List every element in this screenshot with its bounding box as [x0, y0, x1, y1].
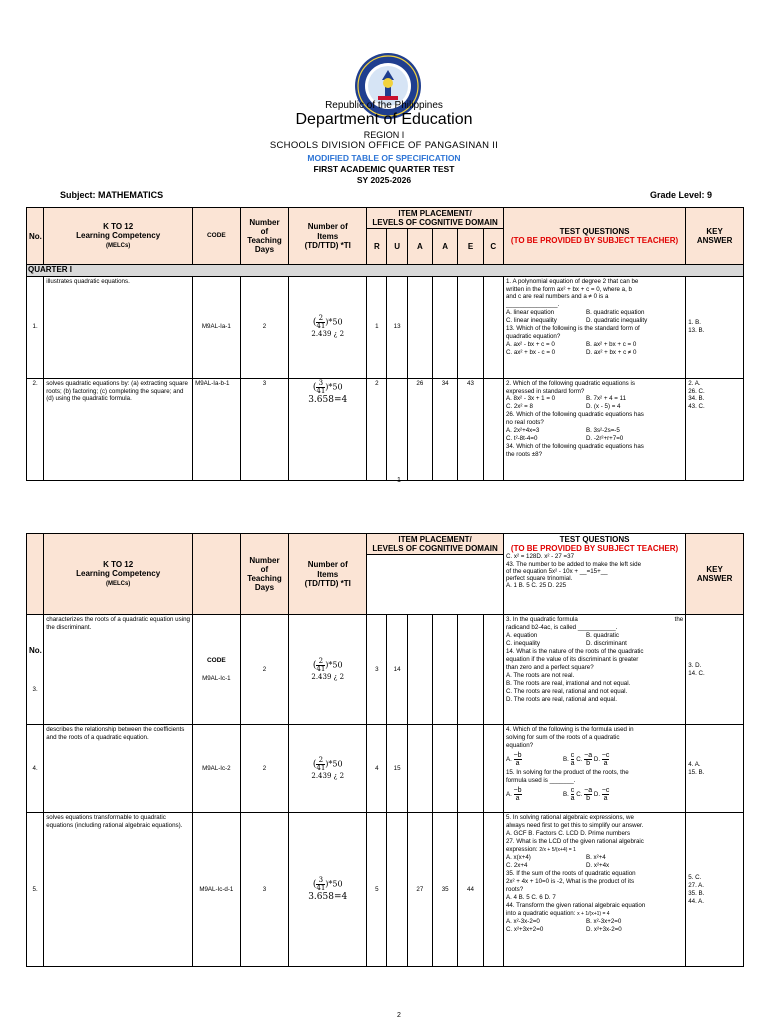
competency-code: CODE M9AL-Ic-1 — [193, 615, 241, 725]
teaching-days: 2 — [240, 725, 289, 813]
level-a2-value — [433, 615, 458, 725]
doc-title: MODIFIED TABLE OF SPECIFICATION — [307, 153, 461, 163]
level-a2-value: 35 — [433, 813, 458, 967]
competency-code: M9AL-Ia-1 — [193, 276, 241, 378]
level-c: C — [483, 229, 503, 265]
row-no: 1. — [27, 276, 44, 378]
level-c-value — [483, 615, 503, 725]
col-competency: K TO 12 Learning Competency (MELCs) — [44, 208, 193, 265]
grade-level-label: Grade Level: 9 — [650, 190, 713, 200]
republic-line: Republic of the Philippines — [325, 100, 443, 111]
items-formula: ( $\frac{3}{41}$ )*50 3.658=4 — [289, 378, 367, 480]
level-c-value — [483, 378, 503, 480]
competency-text: solves quadratic equations by: (a) extracting square roots; (b) factoring; (c) completing the square; and (d) using the quadratic formula. — [44, 378, 193, 480]
test-questions-continued: TEST QUESTIONS (TO BE PROVIDED BY SUBJECT TEACHER) C. x² = 128D. x² - 27 =37 43. The number to be added to make the left side of the equation 5x² - 10x + __=15+__ perfect square trinomial. A. 1 B. 5 C. 25 D. 225 — [503, 534, 685, 615]
key-answer: 4. A. 15. B. — [686, 725, 744, 813]
competency-code: M9AL-Ic-d-1 — [193, 813, 241, 967]
level-a1-value — [407, 725, 432, 813]
region-line: REGION I — [363, 130, 405, 140]
level-blank — [367, 555, 504, 615]
col-competency: K TO 12 Learning Competency (MELCs) — [44, 534, 193, 615]
key-answer: 1. B. 13. B. — [686, 276, 744, 378]
school-year: SY 2025-2026 — [356, 175, 412, 185]
level-e-value — [458, 276, 483, 378]
level-e-value — [458, 615, 483, 725]
teaching-days: 2 — [240, 615, 289, 725]
tos-table-page-1 — [26, 207, 744, 481]
level-a1-value — [407, 276, 432, 378]
col-key-answer: KEY ANSWER — [686, 208, 744, 265]
competency-text: characterizes the roots of a quadratic equation using the discriminant. — [44, 615, 193, 725]
items-formula: ( $\frac{2}{41}$ )*50 2.439 ¿ 2 — [289, 725, 367, 813]
level-a2: A — [433, 229, 458, 265]
col-item-placement: ITEM PLACEMENT/ LEVELS OF COGNITIVE DOMAIN — [367, 208, 504, 229]
level-c-value — [483, 276, 503, 378]
col-number-of-items: Number of Items (TD/TTD) *TI — [289, 208, 367, 265]
col-number-of-items: Number of Items (TD/TTD) *TI — [289, 534, 367, 615]
level-r-value: 1 — [367, 276, 387, 378]
competency-text: describes the relationship between the coefficients and the roots of a quadratic equation. — [44, 725, 193, 813]
division-line: SCHOOLS DIVISION OFFICE OF PANGASINAN II — [269, 140, 499, 151]
items-formula: ( $\frac{3}{41}$ )*50 3.658=4 — [289, 813, 367, 967]
level-a2-value — [433, 725, 458, 813]
competency-text: solves equations transformable to quadratic equations (including rational algebraic equations). — [44, 813, 193, 967]
level-c-value — [483, 813, 503, 967]
page-number: 2 — [397, 1012, 401, 1019]
subject-label: Subject: MATHEMATICS — [60, 190, 164, 200]
key-answer: 2. A. 26. C. 34. B. 43. C. — [686, 378, 744, 480]
col-no: No. — [27, 208, 44, 265]
row-no: 4. — [27, 725, 44, 813]
table-row — [27, 813, 744, 967]
quarter-row: QUARTER I — [27, 265, 744, 276]
col-teaching-days: Number of Teaching Days — [240, 208, 289, 265]
test-name: FIRST ACADEMIC QUARTER TEST — [313, 164, 455, 174]
level-u: U — [387, 229, 407, 265]
level-r: R — [367, 229, 387, 265]
table-row — [27, 615, 744, 725]
row-no: No. 3. — [27, 615, 44, 725]
competency-code: M9AL-Ia-b-1 — [193, 378, 241, 480]
competency-code: M9AL-Ic-2 — [193, 725, 241, 813]
key-answer: 3. D. 14. C. — [686, 615, 744, 725]
level-r-value: 3 — [367, 615, 387, 725]
level-a2-value: 34 — [433, 378, 458, 480]
department-title: Department of Education — [295, 111, 473, 128]
level-a1-value — [407, 615, 432, 725]
test-questions: 5. In solving rational algebraic expressions, we always need first to get this to simplify our answer. A. GCF B. Factors C. LCD D. Prime numbers 27. What is the LCD of the given rational algebraic expression: 2/x + 5/(x+4) = 1 A. x(x+4) B. x²+4 C. 2x+4 D. x²+4x 35. If the sum of the roots of quadratic equation 2x² + 4x + 10=0 is -2, What is the product of its roots? A. 4 B. 5 C. 6 D. 7 44. Transform the given rational algebraic equation into a quadratic equation: x + 1/(x+1) = 4 A. x²-3x-2=0 B. x²-3x+2=0 C. x²+3x+2=0 D. x²+3x-2=0 — [503, 813, 685, 967]
level-u-value — [387, 378, 407, 480]
key-answer: 5. C. 27. A. 35. B. 44. A. — [686, 813, 744, 967]
level-u-value: 13 — [387, 276, 407, 378]
level-e-value: 43 — [458, 378, 483, 480]
col-code: CODE — [193, 208, 241, 265]
level-u-value: 14 — [387, 615, 407, 725]
teaching-days: 3 — [240, 813, 289, 967]
col-code — [193, 534, 241, 615]
col-teaching-days: Number of Teaching Days — [240, 534, 289, 615]
level-e: E — [458, 229, 483, 265]
teaching-days: 2 — [240, 276, 289, 378]
level-u-value: 15 — [387, 725, 407, 813]
items-formula: ( $\frac{2}{41}$ )*50 2.439 ¿ 2 — [289, 615, 367, 725]
level-r-value: 4 — [367, 725, 387, 813]
row-no: 2. — [27, 378, 44, 480]
row-no: 5. — [27, 813, 44, 967]
test-questions: 4. Which of the following is the formula used in solving for sum of the roots of a quadratic equation? A. $\frac{-b}{a}$ B. $\frac{c}{a}$ C. $\frac{-a}{b}$ D. $\frac{-c}{a}$ 15. In solving for the product of the roots, the formula used is _______. A. $\frac{-b}{a}$ B. $\frac{c}{a}$ C. $\frac{-a}{b}$ D. $\frac{-c}{a}$ — [503, 725, 685, 813]
table-row — [27, 725, 744, 813]
level-a1-value: 26 — [407, 378, 432, 480]
col-test-questions: TEST QUESTIONS (TO BE PROVIDED BY SUBJECT TEACHER) — [503, 208, 685, 265]
table-row — [27, 276, 744, 378]
page-number: 1 — [397, 477, 401, 484]
items-formula: ( $\frac{2}{41}$ )*50 2.439 ¿ 2 — [289, 276, 367, 378]
table-row — [27, 378, 744, 480]
level-e-value: 44 — [458, 813, 483, 967]
level-r-value: 5 — [367, 813, 387, 967]
col-no — [27, 534, 44, 615]
level-c-value — [483, 725, 503, 813]
col-item-placement: ITEM PLACEMENT/ LEVELS OF COGNITIVE DOMAIN — [367, 534, 504, 555]
level-u-value — [387, 813, 407, 967]
tos-table-page-2 — [26, 533, 744, 967]
level-e-value — [458, 725, 483, 813]
level-a1-value: 27 — [407, 813, 432, 967]
col-key-answer: KEY ANSWER — [686, 534, 744, 615]
teaching-days: 3 — [240, 378, 289, 480]
competency-text: illustrates quadratic equations. — [44, 276, 193, 378]
level-a1: A — [407, 229, 432, 265]
test-questions: 2. Which of the following quadratic equations is expressed in standard form? A. 8x² - 3x + 1 = 0 B. 7x² + 4 = 11 C. 2x² = 8 D. (x - 5) = 4 26. Which of the following quadratic equations has no real roots? A. 2x²+4x=3 B. 3s²-2s=-5 C. t²-8t-4=0 D. -2r²+r+7=0 34. Which of the following quadratic equations has the roots ±8? — [503, 378, 685, 480]
test-questions: 3. In the quadratic formula the radicand b2-4ac, is called ___________. A. equation B. quadratic C. inequality D. discriminant 14. What is the nature of the roots of the quadratic equation if the value of its discriminant is greater than zero and a perfect square? A. The roots are not real. B. The roots are real, irrational and not equal. C. The roots are real, rational and not equal. D. The roots are real, rational and equal. — [503, 615, 685, 725]
level-r-value: 2 — [367, 378, 387, 480]
test-questions: 1. A polynomial equation of degree 2 that can be written in the form ax² + bx + c = 0, where a, b and c are real numbers and a ≠ 0 is a _______________. A. linear equation B. quadratic equation C. linear inequality D. quadratic inequality 13. Which of the following is the standard form of quadratic equation? A. ax² - bx + c = 0 B. ax² + bx + c = 0 C. ax² + bx - c = 0 D. ax² + bx + c ≠ 0 — [503, 276, 685, 378]
level-a2-value — [433, 276, 458, 378]
